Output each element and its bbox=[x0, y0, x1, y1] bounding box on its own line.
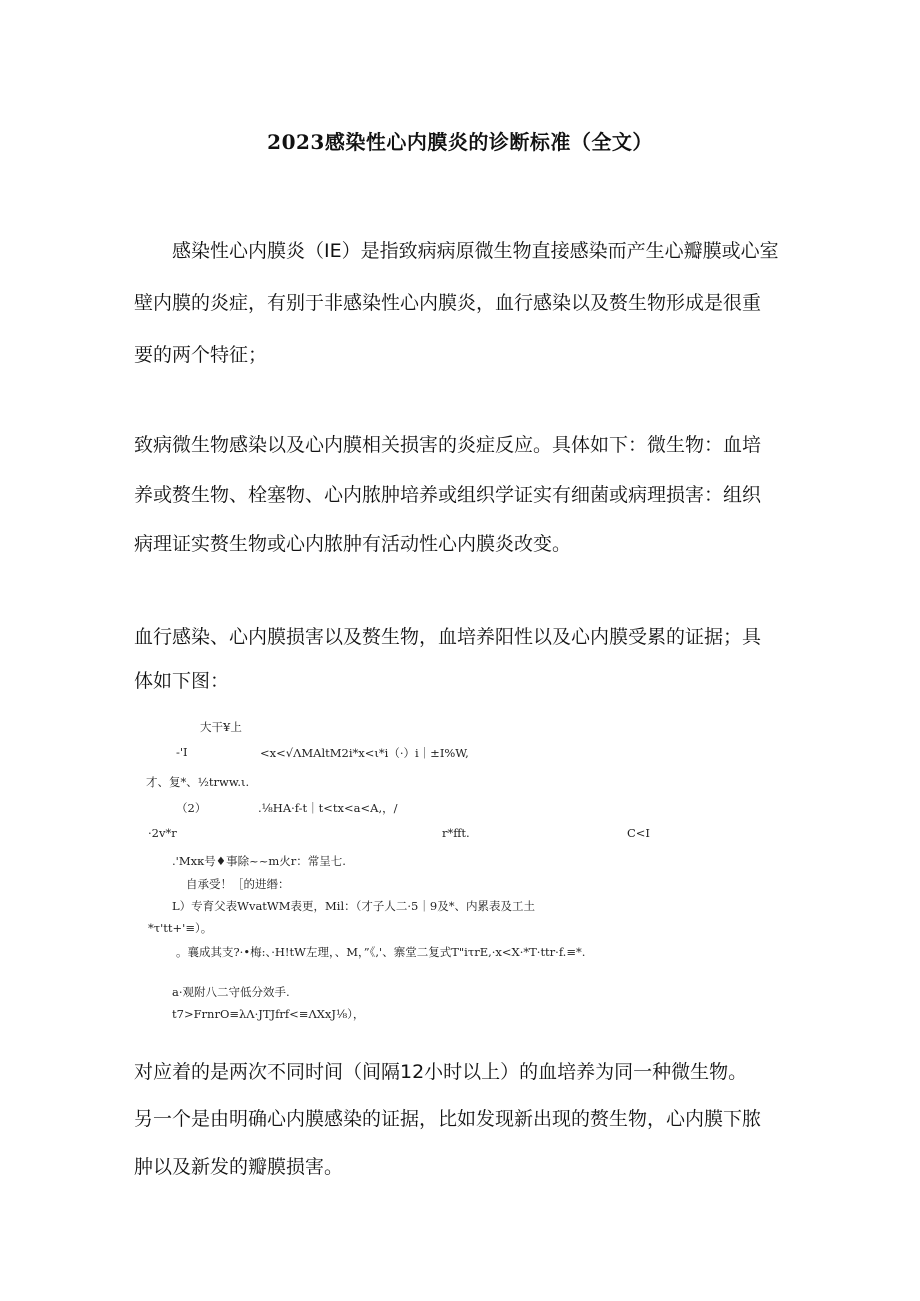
figure-line: .⅛HA·f-t｜t<tx<a<A,，/ bbox=[258, 801, 398, 815]
figure-line: L）专育父表WvatWM表更，Mil：（才子人二·5｜9及*、内累表及工土 bbox=[172, 899, 535, 913]
document-title: 2023感染性心内膜炎的诊断标准（全文） bbox=[267, 130, 653, 154]
figure-line: ·2v*r bbox=[148, 826, 177, 840]
text-line: 要的两个特征； bbox=[134, 344, 268, 366]
figure-line: <x<√ΛMAltM2i*x<ι*i（·）i｜±I%W, bbox=[260, 746, 469, 760]
figure-line: 。襄成其支?·•梅:、·H!tW左理，、M，”《,'、寨堂二复式T"iτrE,·x<X·*T·ttr·f.≡*. bbox=[176, 945, 586, 959]
figure-line: C<I bbox=[627, 826, 650, 840]
text-line: 致病微生物感染以及心内膜相关损害的炎症反应。具体如下：微生物：血培 bbox=[134, 434, 762, 456]
text-line: 肿以及新发的瓣膜损害。 bbox=[134, 1156, 344, 1178]
text-line: 对应着的是两次不同时间（间隔12小时以上）的血培养为同一种微生物。 bbox=[134, 1061, 748, 1083]
figure-line: -'I bbox=[176, 745, 188, 759]
figure-line: 自承受！［的进缗： bbox=[186, 877, 290, 891]
figure-line: 才、复*、½trww.ι. bbox=[146, 775, 250, 789]
figure-line: （2） bbox=[176, 801, 207, 815]
text-line: 养或赘生物、栓塞物、心内脓肿培养或组织学证实有细菌或病理损害：组织 bbox=[134, 484, 762, 506]
text-line: 病理证实赘生物或心内脓肿有活动性心内膜炎改变。 bbox=[134, 533, 572, 555]
figure-line: 大干¥上 bbox=[200, 720, 242, 734]
text-line: 另一个是由明确心内膜感染的证据，比如发现新出现的赘生物，心内膜下脓 bbox=[134, 1108, 762, 1130]
text-line: 壁内膜的炎症，有别于非感染性心内膜炎，血行感染以及赘生物形成是很重 bbox=[134, 292, 762, 314]
figure-line: *τ'tt+'≡）。 bbox=[148, 921, 213, 935]
figure-line: a·观附八二守低分效手. bbox=[172, 985, 290, 999]
figure-line: r*fft. bbox=[442, 826, 470, 840]
figure-line: .'Mxκ号♦事除~~m火r：常呈七. bbox=[172, 854, 346, 868]
text-line: 血行感染、心内膜损害以及赘生物，血培养阳性以及心内膜受累的证据；具 bbox=[134, 626, 762, 648]
text-line: 体如下图： bbox=[134, 670, 230, 692]
text-line: 感染性心内膜炎（IE）是指致病病原微生物直接感染而产生心瓣膜或心室 bbox=[134, 240, 779, 262]
figure-line: t7>FrnrO≡λΛ·JTJfrf<≡ΛXxJ⅛）， bbox=[172, 1007, 365, 1021]
